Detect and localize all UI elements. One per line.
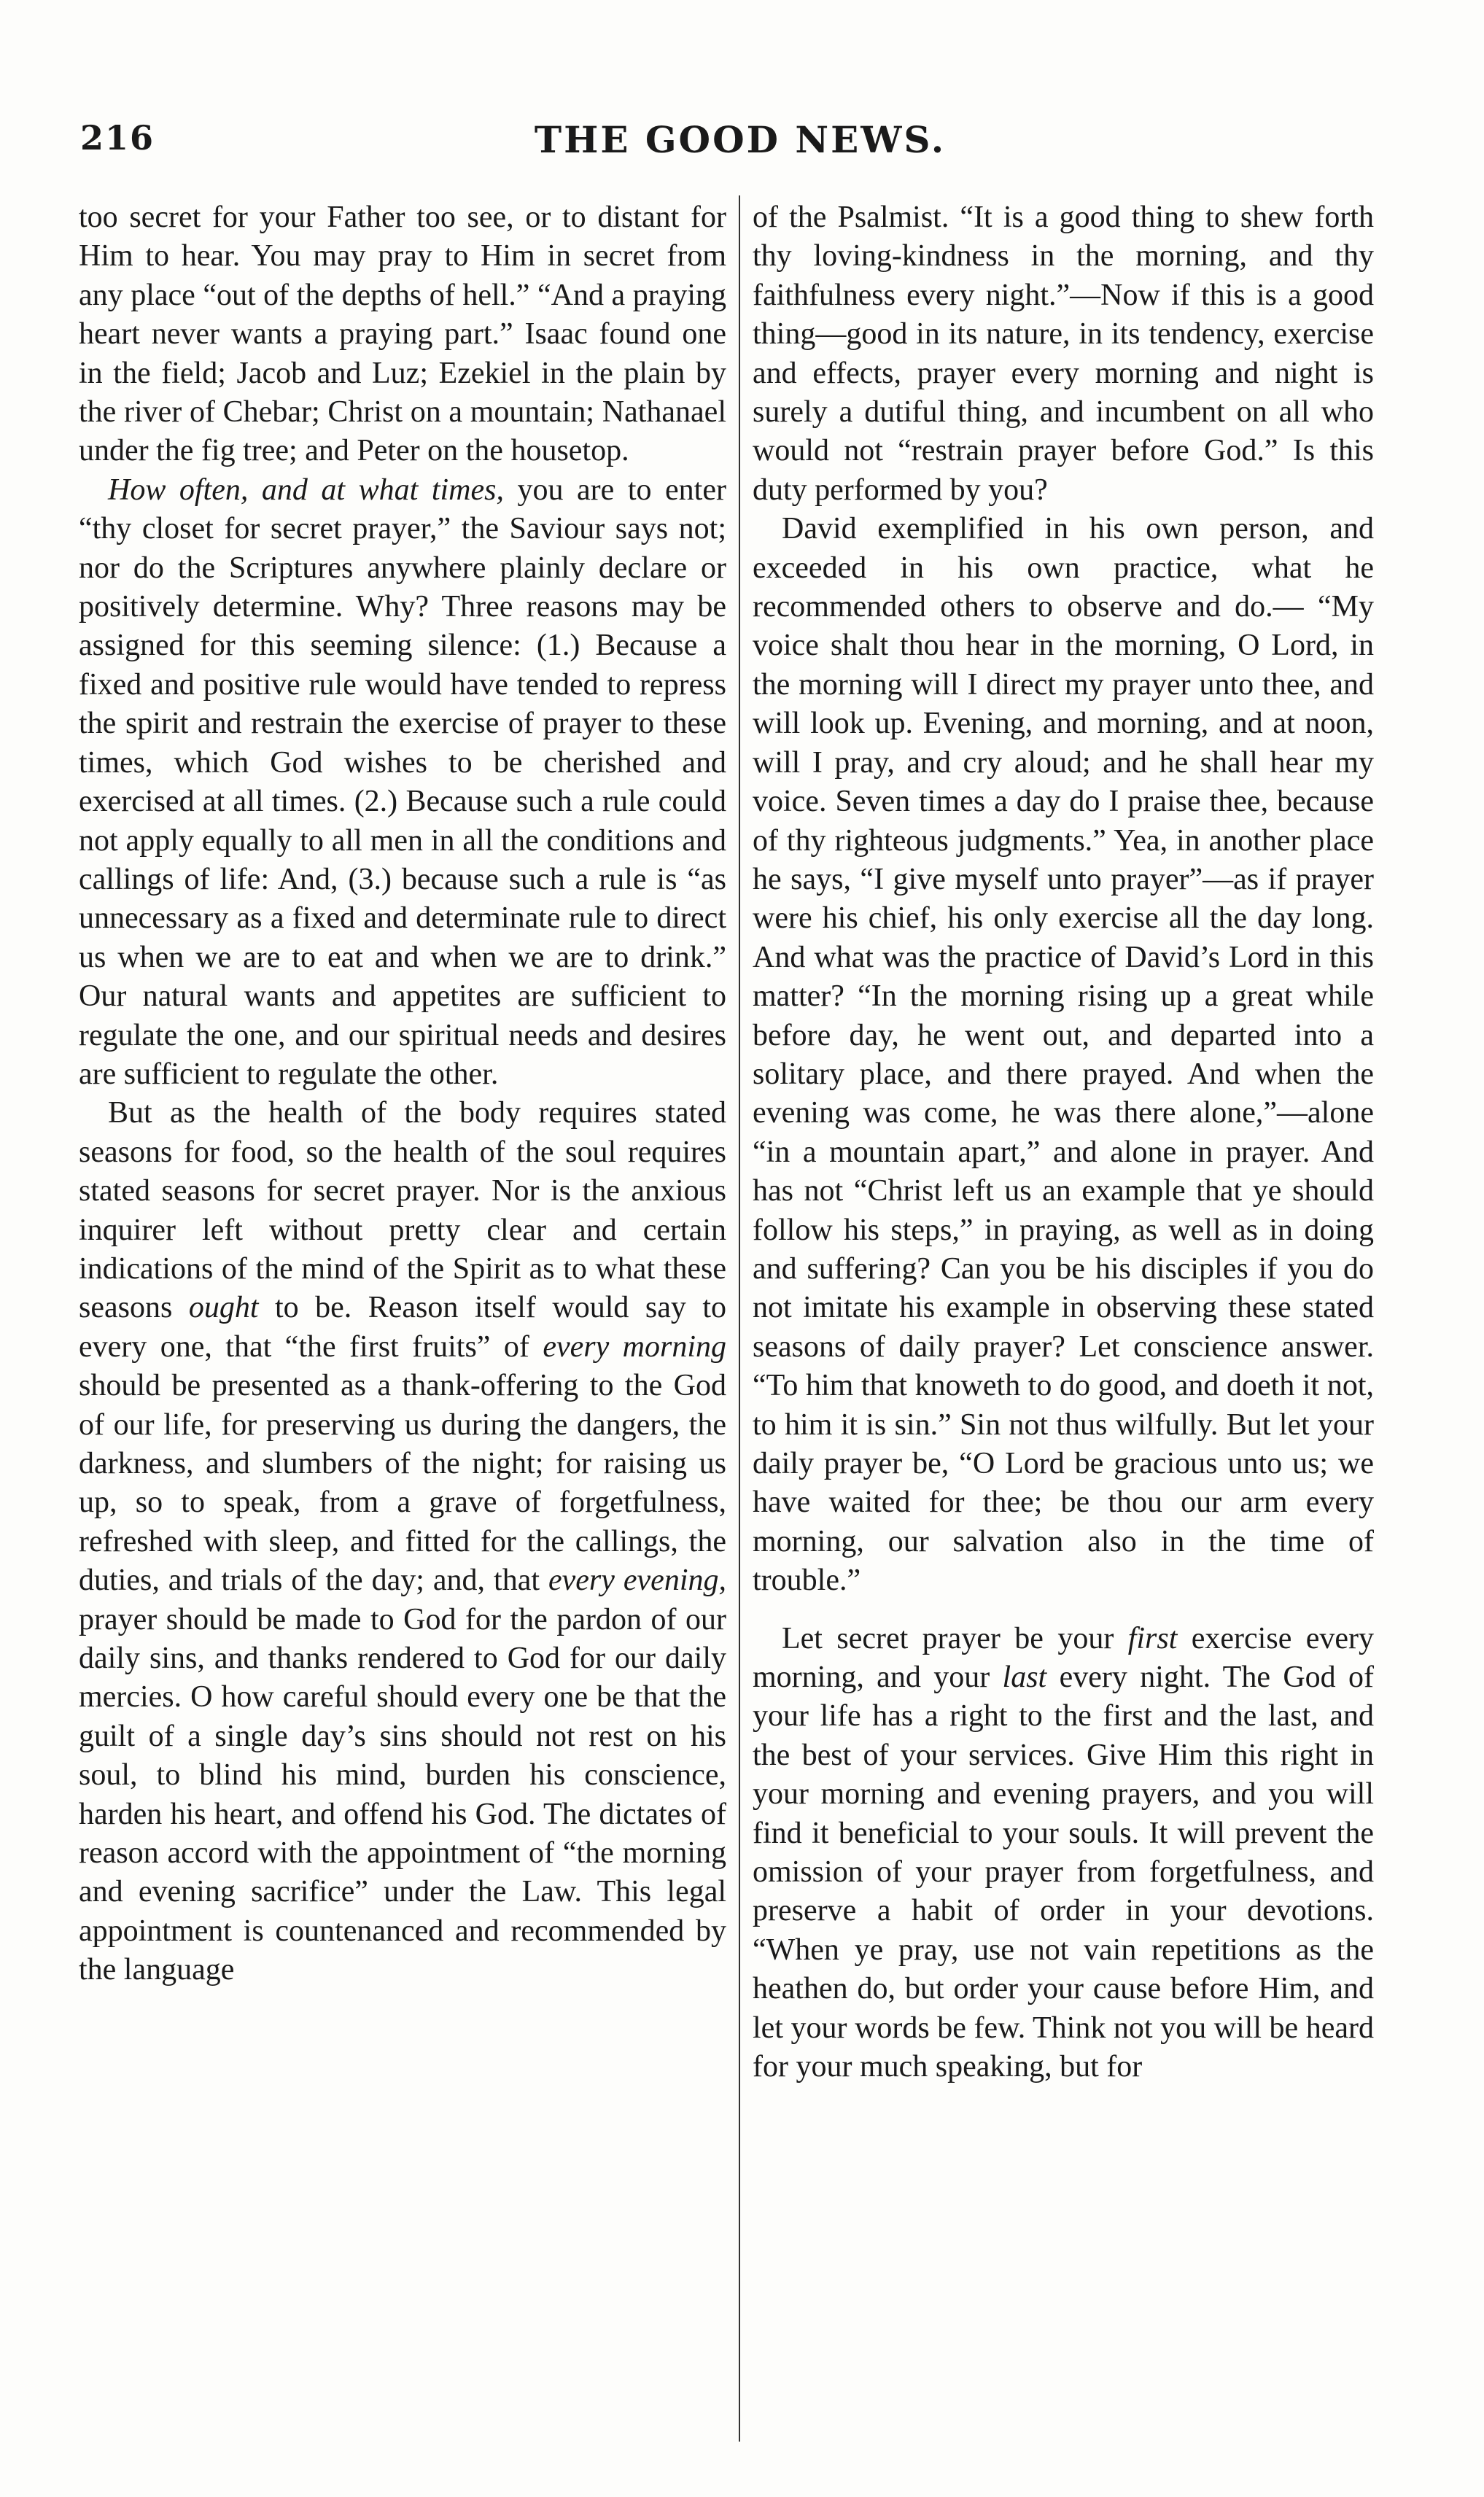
column-divider (739, 195, 740, 2442)
right-paragraph-3-text-c: every night. The God of your life has a right to the first and the last, and the best of your services. Give Him this right in your morning and evening prayers, and you will find it beneficial to your souls. It will prevent the omission of your prayer from forgetfulness, and preserve a habit of order in your devotions. “When ye pray, use not vain repetitions as the heathen do, but order your cause before Him, and let your words be few. Think not you will be heard for your much speaking, but for (753, 1661, 1375, 2084)
right-paragraph-3-text-a: Let secret prayer be your (782, 1621, 1128, 1655)
right-paragraph-3-italic-2: last (1002, 1661, 1047, 1695)
page-number: 216 (80, 118, 155, 158)
page-header (80, 118, 1400, 176)
left-column (79, 198, 726, 1990)
left-paragraph-3-text-d: prayer should be made to God for the pardon of our daily sins, and thanks rendered to God for our daily mercies. O how careful should every one be that the guilt of a single day’s sins should not rest on his soul, to blind his mind, burden his conscience, harden his heart, and offend his God. The dictates of reason accord with the appointment of “the morning and evening sacrifice” under the Law. This legal appointment is countenanced and recommended by the language (79, 1602, 726, 1987)
right-paragraph-2: David exemplified in his own person, and exceeded in his own practice, what he recommended others to observe and do.— “My voice shalt thou hear in the morning, O Lord, in the morning will I direct my prayer unto thee, and will look up. Evening, and morning, and at noon, will I pray, and cry aloud; and he shall hear my voice. Seven times a day do I praise thee, because of thy righteous judgments.” Yea, in another place he says, “I give myself unto prayer”—as if prayer were his chief, his only exercise all the day long. And what was the practice of David’s Lord in this matter? “In the morning rising up a great while before day, he went out, and departed into a solitary place, and there prayed. And when the evening was come, he was there alone,”—alone “in a mountain apart,” and alone in prayer. And has not “Christ left us an example that ye should follow his steps,” in praying, as well as in doing and suffering? Can you be his disciples if you do not imitate his example in observing these stated seasons of daily prayer? Let conscience answer. “To him that knoweth to do good, and doeth it not, to him it is sin.” Sin not thus wilfully. But let your daily prayer be, “O Lord be gracious unto us; we have waited for thee; be thou our arm every morning, our salvation also in the time of trouble.” (753, 512, 1374, 1598)
left-paragraph-3-italic-2: every morning (543, 1329, 726, 1364)
left-paragraph-2-italic: How often, and at what times, (108, 473, 504, 507)
left-paragraph-3-text-c: should be presented as a thank-offering to the God of our life, for preserving us during the dangers, the darkness, and slumbers of the night; for raising us up, so to speak, from a grave of forgetfulness, refreshed with sleep, and fitted for the callings, the duties, and trials of the day; and, that (79, 1369, 726, 1598)
right-paragraph-3 (753, 1620, 1374, 2087)
right-paragraph-1: of the Psalmist. “It is a good thing to shew forth thy loving-kindness in the morning, and thy faithfulness every night.”—Now if this is a good thing—good in its nature, in its tendency, exercise and effects, prayer every morning and night is surely a dutiful thing, and incumbent on all who would not “restrain prayer before God.” Is this duty performed by you? (753, 201, 1374, 507)
left-paragraph-1: too secret for your Father too see, or to distant for Him to hear. You may pray to Him in secret from any place “out of the depths of hell.” “And a praying heart never wants a praying part.” Isaac found one in the field; Jacob and Luz; Ezekiel in the plain by the river of Chebar; Christ on a mountain; Nathanael under the fig tree; and Peter on the housetop. (79, 201, 726, 468)
left-paragraph-2 (79, 471, 726, 1095)
left-paragraph-2-text: you are to enter “thy closet for secret prayer,” the Saviour says not; nor do the Scriptures anywhere plainly declare or positively determine. Why? Three reasons may be assigned for this seeming silence: (1.) Because a fixed and positive rule would have tended to repress the spirit and restrain the exercise of prayer to these times, which God wishes to be cherished and exercised at all times. (2.) Because such a rule could not apply equally to all men in all the conditions and callings of life: And, (3.) because such a rule is “as unnecessary as a fixed and determinate rule to direct us when we are to eat and when we are to drink.” Our natural wants and appetites are sufficient to regulate the one, and our spiritual needs and desires are sufficient to regulate the other. (79, 473, 726, 1091)
left-paragraph-3-italic-1: ought (188, 1291, 259, 1325)
left-paragraph-3-italic-3: every evening, (548, 1564, 726, 1598)
right-paragraph-3-text-b: exercise every morning, and your (753, 1621, 1374, 1695)
right-paragraph-3-italic-1: first (1127, 1621, 1178, 1655)
right-column (753, 198, 1374, 2087)
left-paragraph-3-text-b: to be. Reason itself would say to every one, that “the first fruits” of (79, 1291, 726, 1364)
left-paragraph-3-text-a: But as the health of the body requires stated seasons for food, so the health of the soul requires stated seasons for secret prayer. Nor is the anxious inquirer left without pretty clear and certain indications of the mind of the Spirit as to what these seasons (79, 1096, 726, 1325)
running-head: THE GOOD NEWS. (534, 118, 947, 161)
left-paragraph-3 (79, 1094, 726, 1989)
